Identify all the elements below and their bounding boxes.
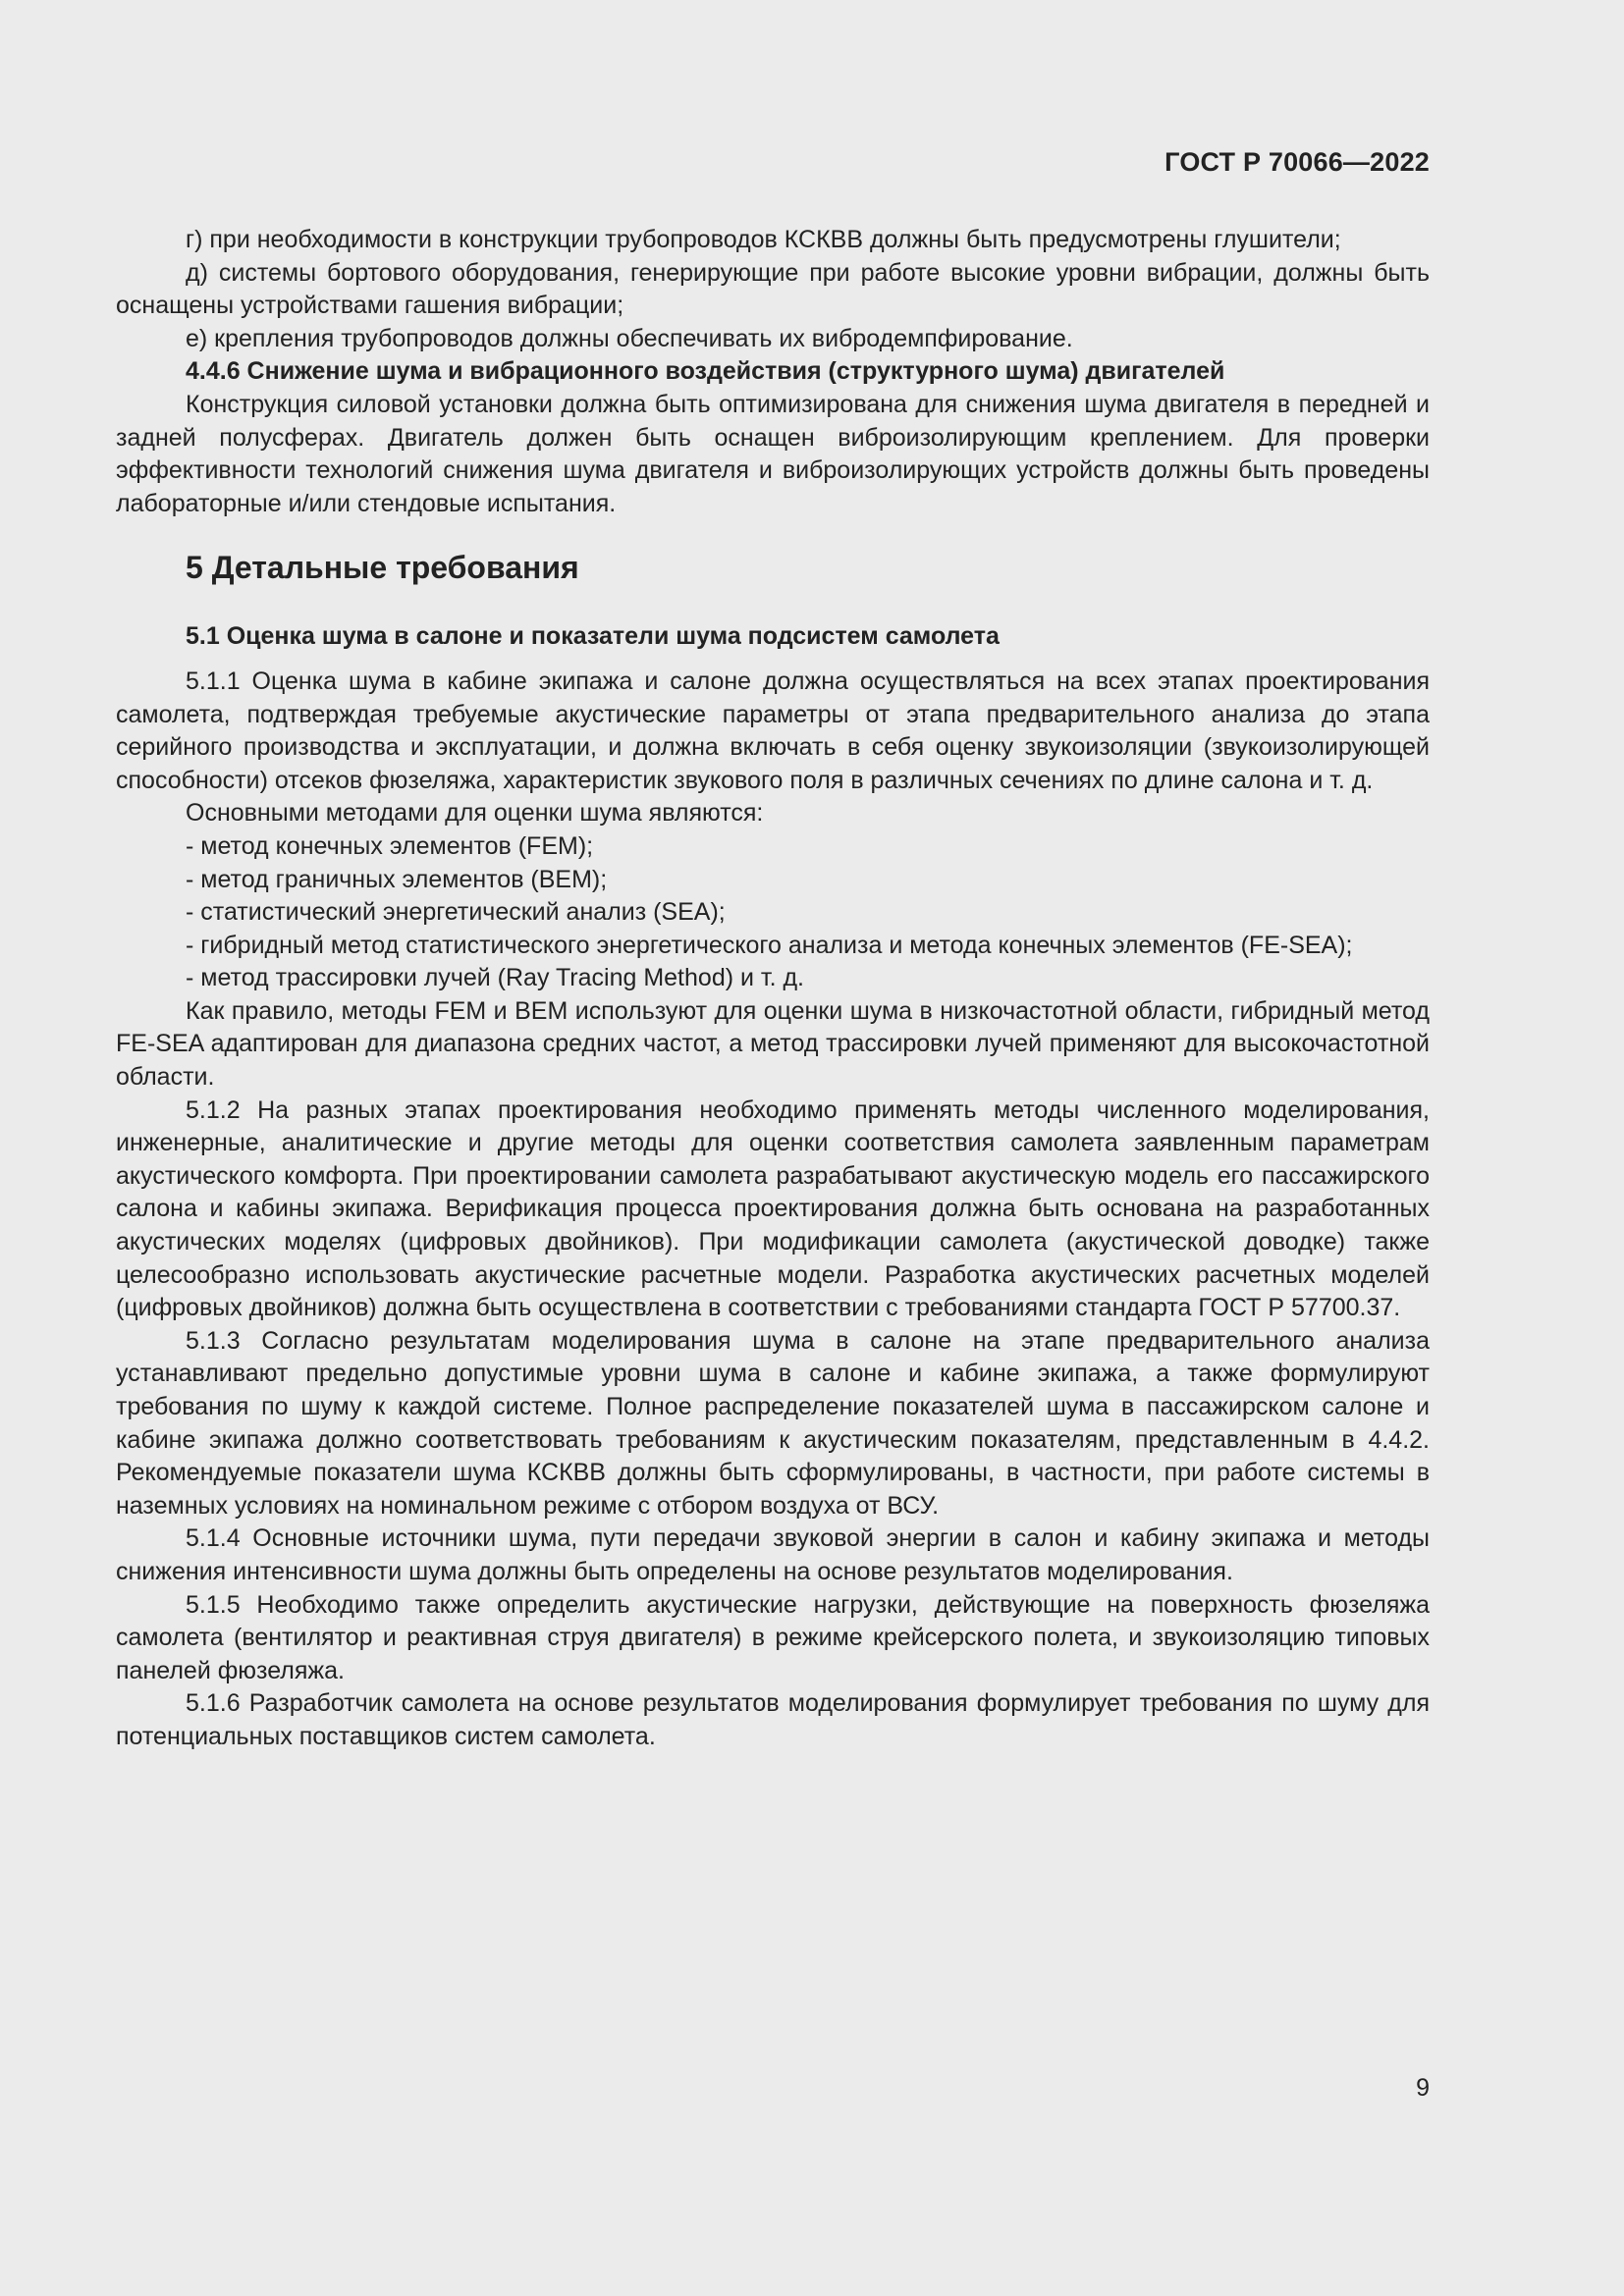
subsection-heading-5-1: 5.1 Оценка шума в салоне и показатели шума подсистем самолета <box>186 622 1000 651</box>
list-item-e: е) крепления трубопроводов должны обеспечивать их вибродемпфирование. <box>186 324 1073 352</box>
list-item-g: г) при необходимости в конструкции трубопроводов КСКВВ должны быть предусмотрены глушители; <box>186 226 1341 253</box>
clause-text-5-1-6: 5.1.6 Разработчик самолета на основе результатов моделирования формулирует требования по шуму для потенциальных поставщиков систем самолета. <box>116 1689 1430 1750</box>
clause-text-5-1-5: 5.1.5 Необходимо также определить акустические нагрузки, действующие на поверхность фюзеляжа самолета (вентилятор и реактивная струя двигателя) в режиме крейсерского полета, и звукоизоляцию типовых панелей фюзеляжа. <box>116 1590 1430 1684</box>
methods-usage-text: Как правило, методы FEM и BEM используют для оценки шума в низкочастотной области, гибридный метод FE-SEA адаптирован для диапазона средних частот, а метод трассировки лучей применяют для высокочастотной области. <box>116 996 1430 1092</box>
standard-code-header: ГОСТ Р 70066—2022 <box>1164 147 1430 177</box>
clause-text-4-4-6: Конструкция силовой установки должна быть оптимизирована для снижения шума двигателя в передней и задней полусферах. Двигатель должен быть оснащен виброизолирующим креплением. Для проверки эффективности технологий снижения шума двигателя и виброизолирующих устройств должны быть проведены лабораторные и/или стендовые испытания. <box>116 390 1430 517</box>
method-item-fe-sea: - гибридный метод статистического энергетического анализа и метода конечных элементов (FE-SEA); <box>186 931 1353 959</box>
section-heading-5: 5 Детальные требования <box>186 550 579 586</box>
method-item-bem: - метод граничных элементов (BEM); <box>186 865 608 893</box>
method-item-sea: - статистический энергетический анализ (SEA); <box>186 898 726 927</box>
methods-intro: Основными методами для оценки шума являются: <box>186 799 764 828</box>
method-item-fem: - метод конечных элементов (FEM); <box>186 831 594 860</box>
method-item-ray-tracing: - метод трассировки лучей (Ray Tracing Method) и т. д. <box>186 964 805 992</box>
clause-heading-4-4-6: 4.4.6 Снижение шума и вибрационного воздействия (структурного шума) двигателей <box>186 357 1225 386</box>
list-item-d: д) системы бортового оборудования, генерирующие при работе высокие уровни вибрации, должны быть оснащены устройствами гашения вибрации; <box>116 258 1430 320</box>
clause-text-5-1-1: 5.1.1 Оценка шума в кабине экипажа и салоне должна осуществляться на всех этапах проектирования самолета, подтверждая требуемые акустические параметры от этапа предварительного анализа до этапа серийного производства и эксплуатации, и должна включать в себя оценку звукоизоляции (звукоизолирующей способности) отсеков фюзеляжа, характеристик звукового поля в различных сечениях по длине салона и т. д. <box>116 667 1430 794</box>
clause-text-5-1-3: 5.1.3 Согласно результатам моделирования шума в салоне на этапе предварительного анализа устанавливают предельно допустимые уровни шума в салоне и кабине экипажа, а также формулируют требования по шуму к каждой системе. Полное распределение показателей шума в пассажирском салоне и кабине экипажа должно соответствовать требованиям к акустическим показателям, представленным в 4.4.2. Рекомендуемые показатели шума КСКВВ должны быть сформулированы, в частности, при работе системы в наземных условиях на номинальном режиме с отбором воздуха от ВСУ. <box>116 1326 1430 1520</box>
page-number: 9 <box>1416 2074 1430 2102</box>
document-body <box>116 224 1430 1754</box>
clause-text-5-1-2: 5.1.2 На разных этапах проектирования необходимо применять методы численного моделирования, инженерные, аналитические и другие методы для оценки соответствия самолета заявленным параметрам акустического комфорта. При проектировании самолета разрабатывают акустическую модель его пассажирского салона и кабины экипажа. Верификация процесса проектирования должна быть основана на разработанных акустических моделях (цифровых двойников). При модификации самолета (акустической доводке) также целесообразно использовать акустические расчетные модели. Разработка акустических расчетных моделей (цифровых двойников) должна быть осуществлена в соответствии с требованиями стандарта ГОСТ Р 57700.37. <box>116 1095 1430 1322</box>
clause-text-5-1-4: 5.1.4 Основные источники шума, пути передачи звуковой энергии в салон и кабину экипажа и методы снижения интенсивности шума должны быть определены на основе результатов моделирования. <box>116 1524 1430 1585</box>
